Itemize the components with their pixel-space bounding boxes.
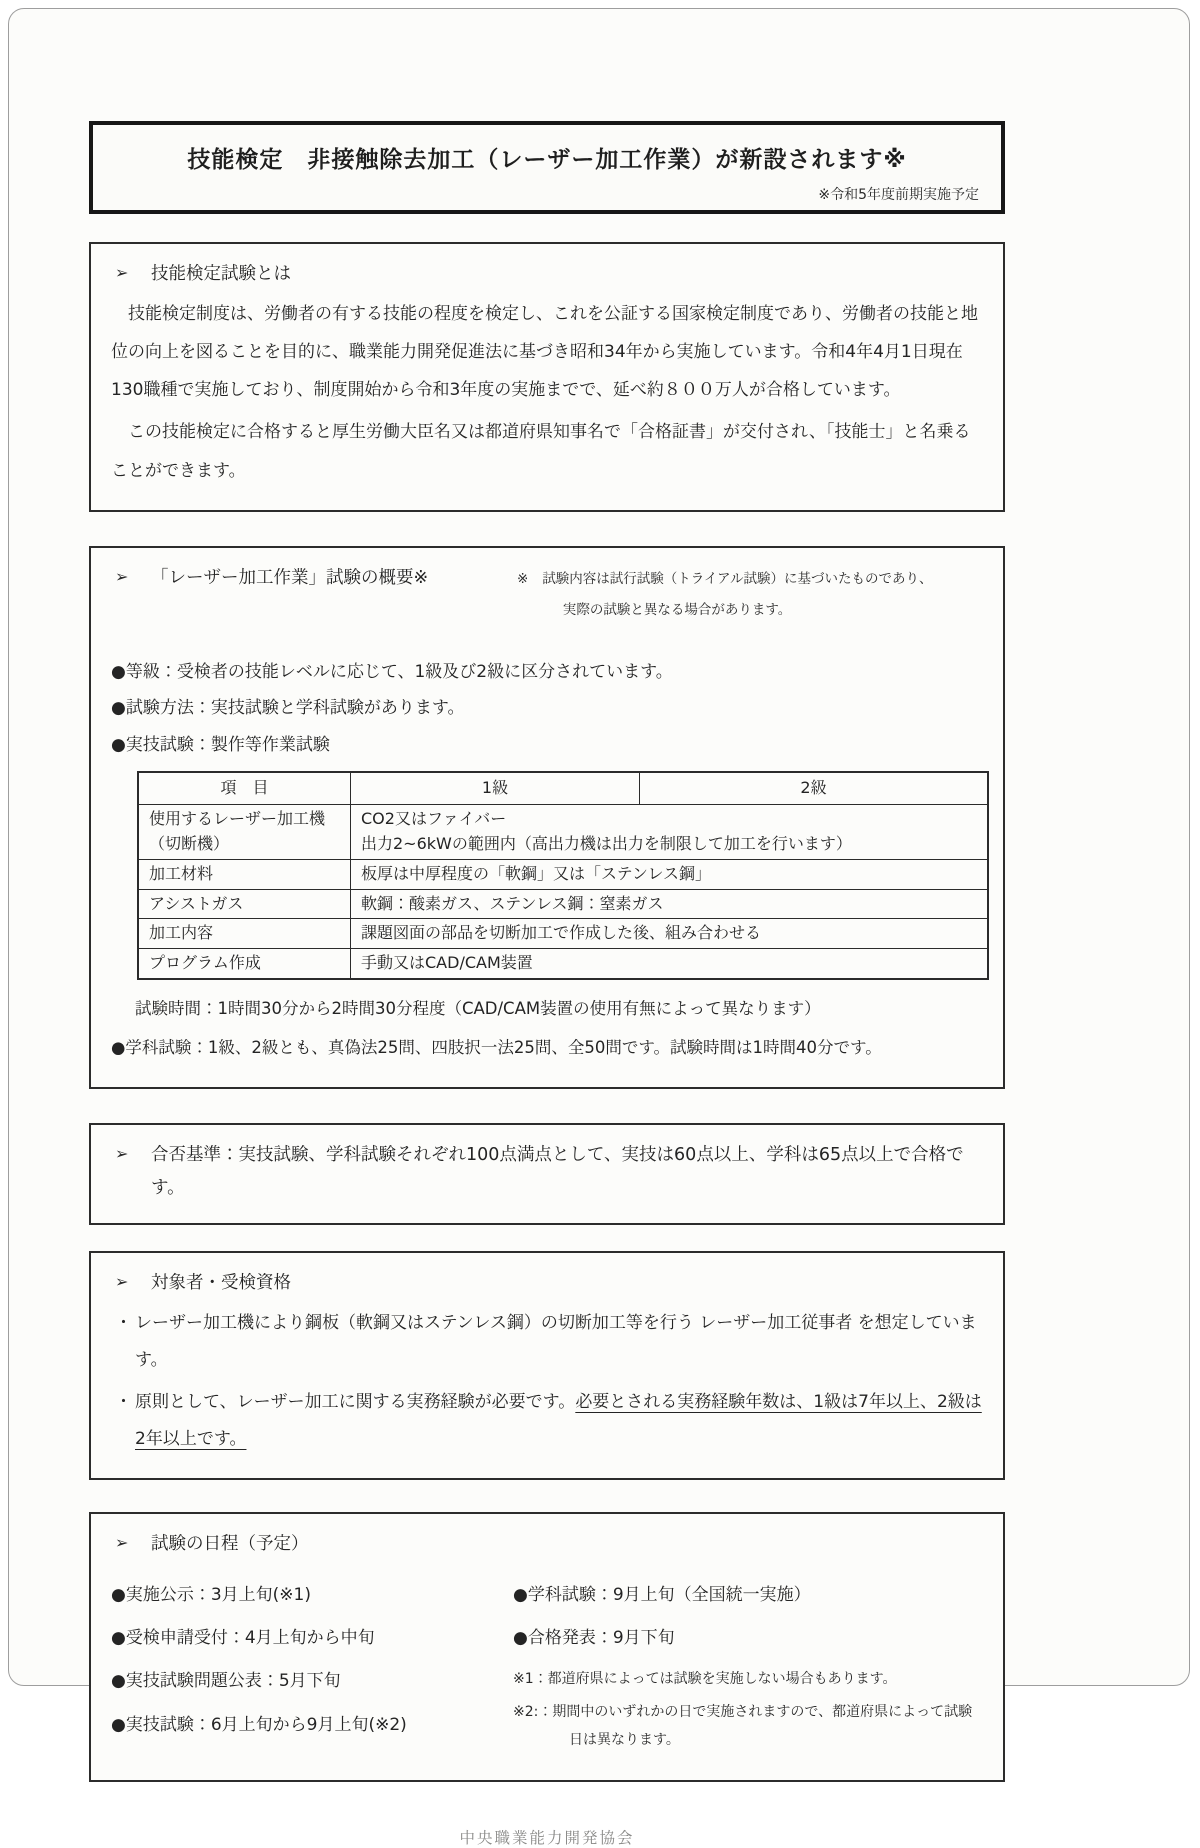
arrow-icon: ➢: [115, 1533, 129, 1553]
cell-value: 軟鋼：酸素ガス、ステンレス鋼：窒素ガス: [351, 889, 989, 919]
page-content: [89, 121, 1005, 1848]
spec-table: [137, 771, 989, 980]
schedule-right-column: [513, 1574, 983, 1755]
section-eligibility-heading: [111, 1267, 983, 1300]
arrow-icon: ➢: [115, 1143, 129, 1163]
cell-item-line1: 使用するレーザー加工機: [149, 809, 326, 829]
overview-note-line1-text: 試験内容は試行試験（トライアル試験）に基づいたものであり、: [542, 570, 933, 587]
schedule-item-application: ●受検申請受付：4月上旬から中旬: [111, 1627, 375, 1648]
bullet-practical: ●実技試験：製作等作業試験: [111, 734, 330, 755]
arrow-icon: ➢: [115, 1272, 129, 1292]
dot-marker: ・: [115, 1391, 132, 1412]
section-overview-heading-text: 「レーザー加工作業」試験の概要※: [151, 567, 429, 588]
section-eligibility: [89, 1251, 1005, 1480]
section-overview: [89, 546, 1005, 1089]
cell-item: 加工材料: [138, 859, 351, 889]
cell-item: 加工内容: [138, 919, 351, 949]
pass-criteria-text: 合否基準：実技試験、学科試験それぞれ100点満点として、実技は60点以上、学科は65点以上で合格です。: [151, 1144, 964, 1199]
overview-header: [111, 562, 983, 626]
overview-note-line1: [517, 564, 983, 595]
table-row: [138, 949, 988, 979]
title-box: [89, 121, 1005, 214]
scanned-page: [8, 8, 1190, 1848]
eligibility-bullet-2: [111, 1384, 983, 1459]
cell-item: アシストガス: [138, 889, 351, 919]
cell-value: 課題図面の部品を切断加工で作成した後、組み合わせる: [351, 919, 989, 949]
arrow-icon: ➢: [115, 566, 129, 586]
cell-value-line2: 出力2~6kWの範囲内（高出力機は出力を制限して加工を行います）: [361, 833, 852, 853]
arrow-icon: ➢: [115, 263, 129, 282]
about-paragraph-2: この技能検定に合格すると厚生労働大臣名又は都道府県知事名で「合格証書」が交付され、「技能士」と名乗ることができます。: [111, 422, 971, 481]
cell-value: 手動又はCAD/CAM装置: [351, 949, 989, 979]
cell-item: [138, 805, 351, 860]
table-row: [138, 859, 988, 889]
footer-organization: 中央職業能力開発協会: [459, 1829, 635, 1848]
schedule-columns: [111, 1574, 983, 1755]
cell-item: プログラム作成: [138, 949, 351, 979]
table-row: [138, 889, 988, 919]
table-header-row: [138, 772, 988, 804]
schedule-left-column: [111, 1574, 513, 1755]
section-about-heading: [111, 258, 983, 291]
header-grade2: 2級: [640, 772, 989, 804]
schedule-note-2: ※2:：期間中のいずれかの日で実施されますので、都道府県によって試験日は異なります。: [513, 1704, 973, 1749]
exam-time-note: 試験時間：1時間30分から2時間30分程度（CAD/CAM装置の使用有無によって異なります）: [135, 998, 821, 1018]
section-pass-criteria: [89, 1123, 1005, 1226]
section-schedule-heading: [111, 1528, 983, 1561]
eligibility-bullet-1: [111, 1305, 983, 1380]
eligibility-bullet-2-underlined: 必要とされる実務経験年数は、1級は7年以上、2級は2年以上です。: [135, 1391, 982, 1449]
bullet-written-exam: ●学科試験：1級、2級とも、真偽法25問、四肢択一法25問、全50問です。試験時間は1時間40分です。: [111, 1037, 882, 1057]
section-about-heading-text: 技能検定試験とは: [151, 264, 291, 284]
eligibility-bullet-2-normal: 原則として、レーザー加工に関する実務経験が必要です。: [135, 1391, 576, 1412]
page-title: 技能検定 非接触除去加工（レーザー加工作業）が新設されます※: [187, 147, 907, 173]
header-item: 項 目: [138, 772, 351, 804]
table-row: [138, 919, 988, 949]
table-row: [138, 805, 988, 860]
schedule-item-announcement: ●実施公示：3月上旬(※1): [111, 1584, 311, 1605]
bullet-grade: ●等級：受検者の技能レベルに応じて、1級及び2級に区分されています。: [111, 661, 673, 682]
about-paragraph-1: 技能検定制度は、労働者の有する技能の程度を検定し、これを公証する国家検定制度であり、労働者の技能と地位の向上を図ることを目的に、職業能力開発促進法に基づき昭和34年から実施しています。令和4年4月1日現在130職種で実施しており、制度開始から令和3年度の実施までで、延べ約８００万人が合格しています。: [111, 304, 978, 401]
section-schedule: [89, 1512, 1005, 1782]
bullet-method: ●試験方法：実技試験と学科試験があります。: [111, 698, 465, 719]
reference-mark: ※: [517, 570, 529, 587]
overview-bullets: [111, 654, 983, 764]
header-grade1: 1級: [351, 772, 640, 804]
schedule-item-written-exam: ●学科試験：9月上旬（全国統一実施）: [513, 1584, 811, 1605]
section-overview-heading: [111, 562, 428, 595]
schedule-note-1: ※1：都道府県によっては試験を実施しない場合もあります。: [513, 1671, 897, 1688]
cell-value: [351, 805, 989, 860]
overview-note-line2: 実際の試験と異なる場合があります。: [562, 601, 792, 618]
schedule-item-results: ●合格発表：9月下旬: [513, 1627, 675, 1648]
section-about: [89, 242, 1005, 512]
section-schedule-heading-text: 試験の日程（予定）: [151, 1534, 309, 1555]
title-note: ※令和5年度前期実施予定: [818, 187, 979, 203]
overview-side-note: [517, 562, 983, 626]
pass-criteria-text-line: [111, 1139, 983, 1206]
dot-marker: ・: [115, 1312, 132, 1333]
section-eligibility-heading-text: 対象者・受検資格: [151, 1273, 291, 1294]
cell-value-line1: CO2又はファイバー: [361, 809, 507, 829]
cell-item-line2: （切断機）: [149, 833, 230, 853]
cell-value: 板厚は中厚程度の「軟鋼」又は「ステンレス鋼」: [351, 859, 989, 889]
eligibility-bullet-1-text: レーザー加工機により鋼板（軟鋼又はステンレス鋼）の切断加工等を行う レーザー加工従事者 を想定しています。: [135, 1312, 977, 1371]
schedule-item-practical-exam: ●実技試験：6月上旬から9月上旬(※2): [111, 1714, 407, 1735]
schedule-item-problem-publish: ●実技試験問題公表：5月下旬: [111, 1671, 341, 1692]
